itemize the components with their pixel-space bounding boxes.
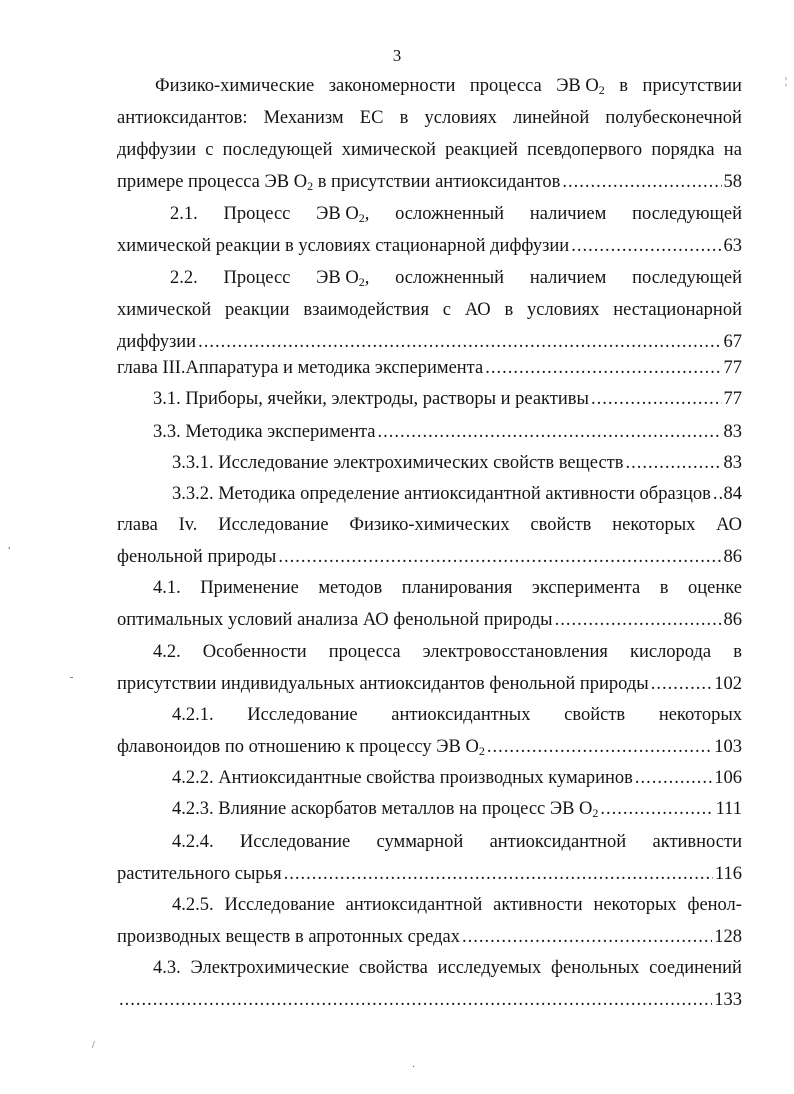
toc-word: антиоксидантов: — [117, 108, 248, 128]
toc-word: последующей — [632, 204, 742, 224]
toc-entry-title: растительного сырья — [117, 864, 282, 884]
toc-word: оценке — [687, 578, 742, 598]
toc-word: наличием — [529, 268, 607, 288]
toc-entry-leader-line — [117, 230, 742, 262]
toc-page-number: 128 — [714, 927, 742, 947]
toc-word: ЭВ $О_2$, — [316, 204, 370, 225]
dot-leader — [487, 731, 712, 763]
toc-entry-title: 3.3.2. Методика определение антиоксидантной активности образцов — [172, 484, 711, 504]
toc-word: линейной — [513, 108, 590, 128]
toc-page-number: 67 — [723, 332, 742, 352]
dot-leader — [119, 984, 712, 1016]
toc-entry-leader-line — [117, 352, 742, 384]
toc-word: закономерности — [328, 76, 456, 96]
toc-word: антиоксидантных — [391, 705, 531, 725]
toc-word: эксперимента — [531, 578, 641, 598]
toc-word: АО — [716, 515, 742, 535]
toc-entry-leader-line — [172, 793, 742, 825]
scan-mark: ¦ — [785, 76, 788, 87]
toc-word: свойств — [530, 515, 592, 535]
dot-leader — [485, 352, 721, 384]
toc-word: Применение — [200, 578, 299, 598]
toc-page-number: 103 — [714, 737, 742, 757]
toc-word: Исследование — [239, 832, 351, 852]
dot-leader — [651, 668, 713, 700]
toc-word: некоторых — [612, 515, 696, 535]
toc-entry-line — [170, 198, 742, 230]
toc-word: ЭВ $О_2$, — [316, 268, 370, 289]
scan-mark: , — [8, 540, 11, 551]
toc-word: 4.2.4. — [172, 832, 214, 852]
toc-word: последующей — [222, 140, 333, 160]
toc-entry-title: примере процесса ЭВ $О_2$ в присутствии антиоксидантов — [117, 172, 561, 193]
toc-word: активности — [493, 895, 583, 915]
toc-entry-title: 3.3.1. Исследование электрохимических свойств веществ — [172, 453, 624, 473]
toc-word: Iv. — [178, 515, 198, 535]
toc-word: Исследование — [218, 515, 329, 535]
toc-word: активности — [652, 832, 742, 852]
toc-page-number: 83 — [723, 422, 742, 442]
toc-page-number: 77 — [723, 389, 742, 409]
toc-word: методов — [318, 578, 383, 598]
toc-word: нестационарной — [613, 300, 742, 320]
toc-page-number: 84 — [723, 484, 742, 504]
toc-entry-line — [117, 102, 742, 134]
toc-entry-line — [153, 636, 742, 668]
toc-word: 4.2.1. — [172, 705, 214, 725]
toc-word: некоторых — [593, 895, 677, 915]
toc-word: наличием — [529, 204, 607, 224]
toc-entry-title: 4.2.2. Антиоксидантные свойства производных кумаринов — [172, 768, 633, 788]
toc-word: осложненный — [395, 268, 505, 288]
toc-entry-leader-line — [172, 762, 742, 794]
toc-word: в — [733, 642, 742, 662]
dot-leader — [713, 478, 722, 510]
toc-entry-leader-line — [117, 731, 742, 763]
toc-word: электровосстановления — [422, 642, 608, 662]
toc-entry-leader-line — [117, 541, 742, 573]
toc-word: взаимодействия — [303, 300, 429, 320]
toc-word: с — [205, 140, 214, 160]
toc-word: антиоксидантной — [345, 895, 483, 915]
toc-word: планирования — [401, 578, 513, 598]
toc-entry-leader-line — [117, 984, 742, 1016]
dot-leader — [635, 762, 712, 794]
toc-entry-title: химической реакции в условиях стационарной диффузии — [117, 236, 570, 256]
toc-entry-title: 3.1. Приборы, ячейки, электроды, растворы и реактивы — [153, 389, 589, 409]
toc-word: исследуемых — [437, 958, 542, 978]
toc-page-number: 111 — [715, 799, 742, 819]
toc-word: глава — [117, 515, 158, 535]
toc-word: соединений — [649, 958, 742, 978]
toc-word: кислорода — [629, 642, 712, 662]
toc-entry-line — [117, 294, 742, 326]
toc-page-number: 102 — [714, 674, 742, 694]
toc-word: 2.2. — [170, 268, 198, 288]
toc-word: Процесс — [223, 204, 291, 224]
toc-word: Особенности — [202, 642, 307, 662]
toc-word: Физико-химические — [155, 76, 315, 96]
toc-word: условиях — [424, 108, 497, 128]
toc-word: 4.2.5. — [172, 895, 214, 915]
toc-word: Электрохимические — [190, 958, 350, 978]
toc-word: ЕС — [359, 108, 384, 128]
scan-mark: / — [92, 1040, 95, 1051]
toc-entry-line — [117, 134, 742, 166]
toc-word: Физико-химических — [349, 515, 510, 535]
toc-word: ЭВ $О_2$ — [556, 76, 605, 97]
toc-entry-leader-line — [117, 604, 742, 636]
toc-word: реакцией — [445, 140, 518, 160]
toc-entry-line — [155, 70, 742, 102]
toc-word: в — [619, 76, 629, 96]
toc-entry-leader-line — [117, 668, 742, 700]
toc-entry-leader-line — [153, 416, 742, 448]
dot-leader — [378, 416, 722, 448]
toc-entry-title: фенольной природы — [117, 547, 277, 567]
toc-word: осложненный — [395, 204, 505, 224]
toc-entry-title: глава III.Аппаратура и методика эксперимента — [117, 358, 484, 378]
toc-entry-leader-line — [153, 383, 742, 415]
toc-entry-title: присутствии индивидуальных антиоксидантов фенольной природы — [117, 674, 649, 694]
toc-word: свойств — [564, 705, 626, 725]
dot-leader — [600, 793, 713, 825]
toc-word: присутствии — [642, 76, 742, 96]
toc-word: процесса — [469, 76, 542, 96]
toc-entry-leader-line — [117, 166, 742, 198]
toc-entry-leader-line — [172, 447, 742, 479]
toc-word: 4.3. — [153, 958, 181, 978]
toc-word: порядка — [651, 140, 715, 160]
toc-entry-line — [170, 262, 742, 294]
toc-word: условиях — [527, 300, 600, 320]
toc-page-number: 86 — [723, 547, 742, 567]
toc-word: полубесконечной — [605, 108, 742, 128]
toc-word: последующей — [632, 268, 742, 288]
toc-word: химической — [117, 300, 212, 320]
dot-leader — [278, 541, 721, 573]
toc-entry-line — [172, 889, 742, 921]
toc-entry-title: флавоноидов по отношению к процессу ЭВ $О_2$ — [117, 737, 485, 758]
toc-word: с — [442, 300, 451, 320]
toc-entry-leader-line — [117, 858, 742, 890]
toc-word: Исследование — [224, 895, 335, 915]
toc-word: суммарной — [376, 832, 464, 852]
toc-word: антиоксидантной — [489, 832, 627, 852]
toc-word: некоторых — [658, 705, 742, 725]
toc-entry-line — [153, 572, 742, 604]
toc-page-number: 106 — [714, 768, 742, 788]
toc-word: фенольных — [551, 958, 640, 978]
dot-leader — [462, 921, 712, 953]
toc-entry-line — [172, 699, 742, 731]
toc-word: в — [659, 578, 669, 598]
toc-word: Процесс — [223, 268, 291, 288]
toc-entry-leader-line — [172, 478, 742, 510]
toc-word: 4.1. — [153, 578, 181, 598]
dot-leader — [571, 230, 721, 262]
toc-entry-line — [172, 826, 742, 858]
toc-word: 2.1. — [170, 204, 198, 224]
dot-leader — [555, 604, 722, 636]
toc-entry-title: оптимальных условий анализа АО фенольной природы — [117, 610, 553, 630]
toc-entry-title: 3.3. Методика эксперимента — [153, 422, 376, 442]
scan-mark: - — [70, 672, 74, 683]
toc-page-number: 58 — [723, 172, 742, 192]
toc-word: реакции — [224, 300, 290, 320]
toc-entry-leader-line — [117, 921, 742, 953]
toc-word: псевдопервого — [527, 140, 643, 160]
toc-entry-line — [117, 509, 742, 541]
toc-entry-title: производных веществ в апротонных средах — [117, 927, 460, 947]
toc-page-number: 86 — [723, 610, 742, 630]
toc-entry-title: 4.2.3. Влияние аскорбатов металлов на процесс ЭВ $О_2$ — [172, 799, 599, 820]
toc-page-number: 83 — [723, 453, 742, 473]
toc-word: процесса — [328, 642, 401, 662]
toc-entry-line — [153, 952, 742, 984]
scan-mark: · — [412, 1062, 416, 1073]
toc-word: диффузии — [117, 140, 197, 160]
toc-word: свойства — [358, 958, 428, 978]
toc-word: АО — [464, 300, 491, 320]
toc-word: на — [723, 140, 742, 160]
toc-word: Исследование — [247, 705, 358, 725]
toc-entry-title: диффузии — [117, 332, 197, 352]
toc-page-number: 133 — [714, 990, 742, 1010]
toc-word: 4.2. — [153, 642, 181, 662]
toc-word: фенол- — [687, 895, 742, 915]
dot-leader — [626, 447, 722, 479]
dot-leader — [284, 858, 713, 890]
toc-word: в — [504, 300, 514, 320]
page-number: 3 — [392, 46, 402, 65]
dot-leader — [591, 383, 722, 415]
toc-word: Механизм — [263, 108, 344, 128]
toc-word: химической — [341, 140, 436, 160]
toc-page-number: 116 — [714, 864, 742, 884]
toc-page-number: 77 — [723, 358, 742, 378]
dot-leader — [562, 166, 721, 198]
toc-page-number: 63 — [723, 236, 742, 256]
toc-word: в — [399, 108, 409, 128]
